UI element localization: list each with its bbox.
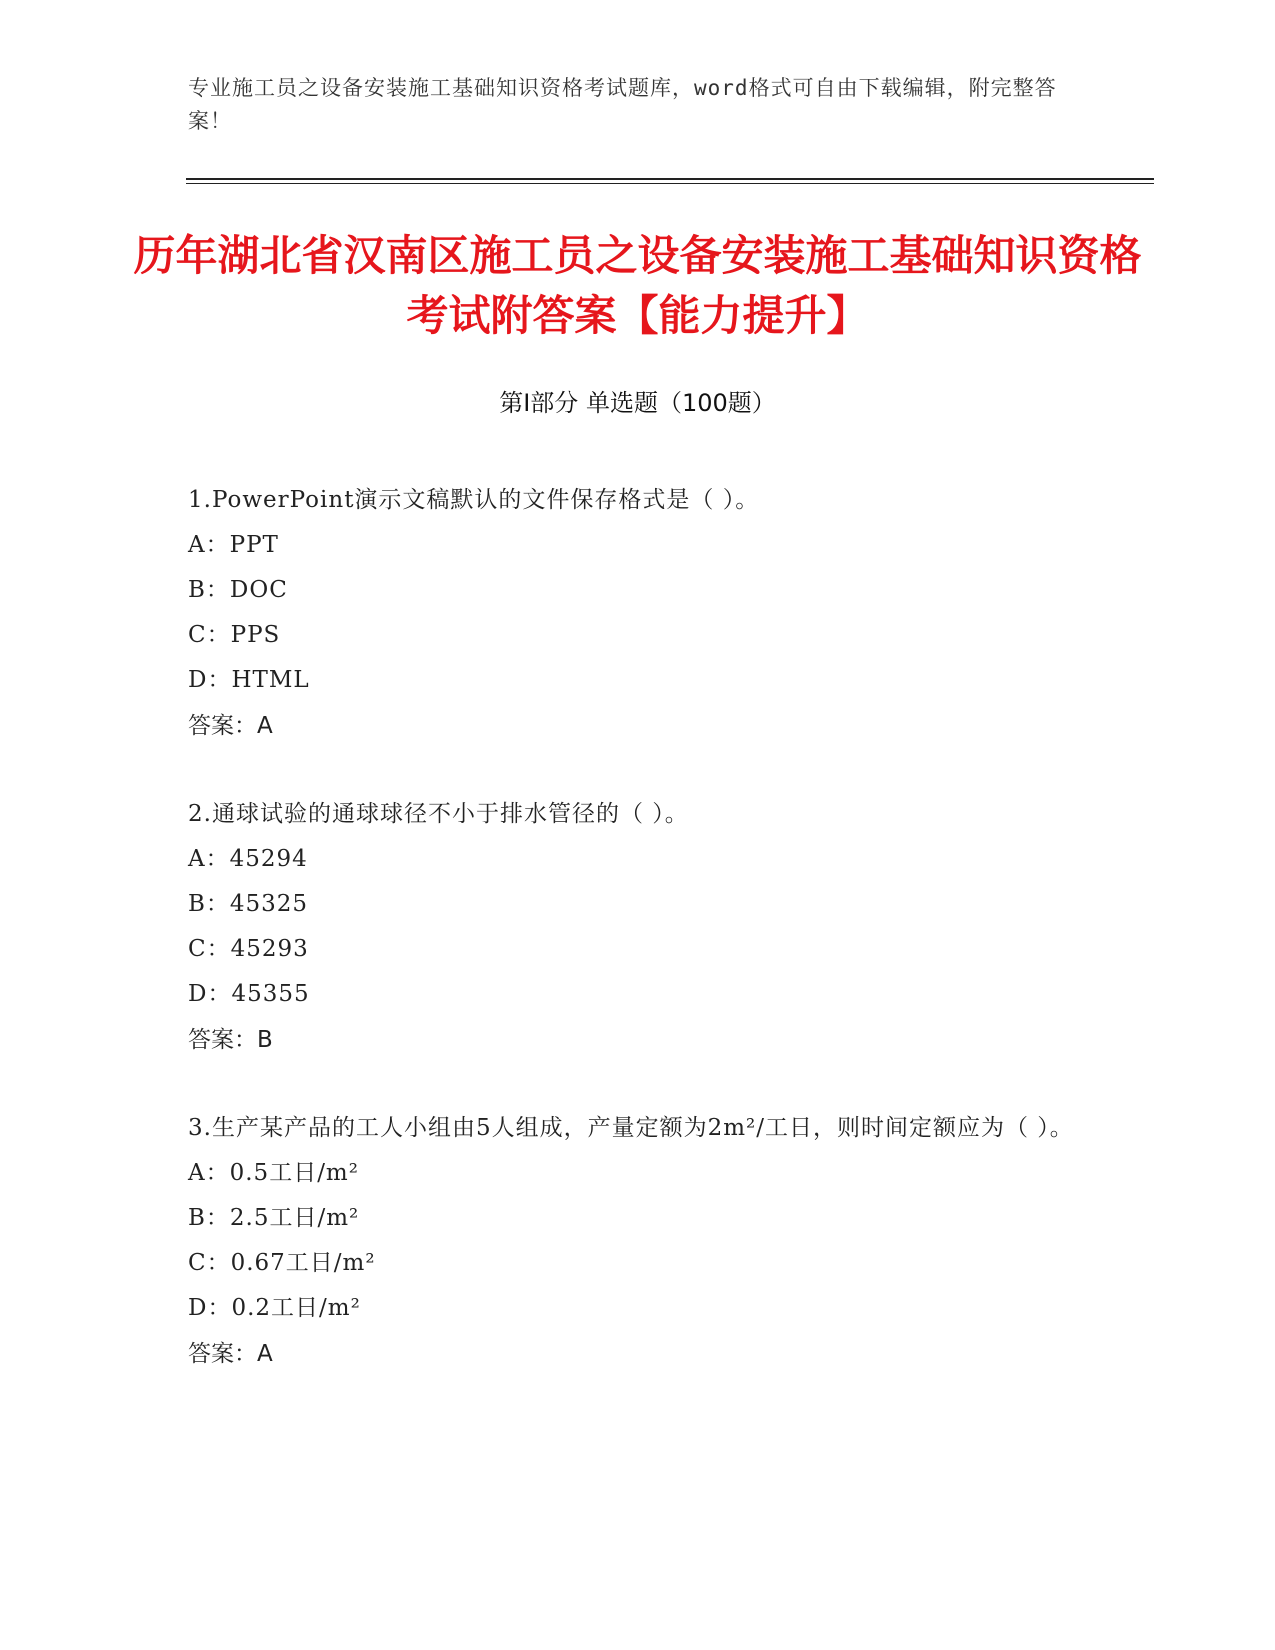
option-b: B：2.5工日/m²	[188, 1205, 360, 1231]
option-c: C：45293	[188, 936, 309, 962]
section-title: 第Ⅰ部分 单选题（100题）	[499, 389, 776, 417]
option-a: A：45294	[188, 846, 308, 872]
answer: 答案：A	[188, 713, 273, 739]
question-stem: 1.PowerPoint演示文稿默认的文件保存格式是（ ）。	[188, 487, 760, 513]
answer: 答案：B	[188, 1027, 273, 1053]
option-b: B：DOC	[188, 577, 288, 603]
option-b: B：45325	[188, 891, 309, 917]
question-1	[188, 478, 1088, 749]
header-rule-thick	[186, 178, 1154, 180]
option-c: C：PPS	[188, 622, 281, 648]
question-stem: 3.生产某产品的工人小组由5人组成，产量定额为2m²/工日，则时间定额应为（ ）。	[188, 1115, 1074, 1141]
question-2	[188, 792, 1088, 1063]
header-rule-thin	[186, 183, 1154, 184]
answer: 答案：A	[188, 1341, 273, 1367]
option-a: A：PPT	[188, 532, 279, 558]
option-d: D：0.2工日/m²	[188, 1295, 361, 1321]
question-stem: 2.通球试验的通球球径不小于排水管径的（ ）。	[188, 801, 689, 827]
question-3	[188, 1106, 1088, 1377]
option-d: D：HTML	[188, 667, 310, 693]
question-list	[188, 478, 1088, 1420]
option-c: C：0.67工日/m²	[188, 1250, 376, 1276]
option-a: A：0.5工日/m²	[188, 1160, 359, 1186]
document-title: 历年湖北省汉南区施工员之设备安装施工基础知识资格考试附答案【能力提升】	[133, 231, 1142, 340]
header-note: 专业施工员之设备安装施工基础知识资格考试题库，word格式可自由下载编辑，附完整答案！	[188, 76, 1057, 133]
option-d: D：45355	[188, 981, 310, 1007]
